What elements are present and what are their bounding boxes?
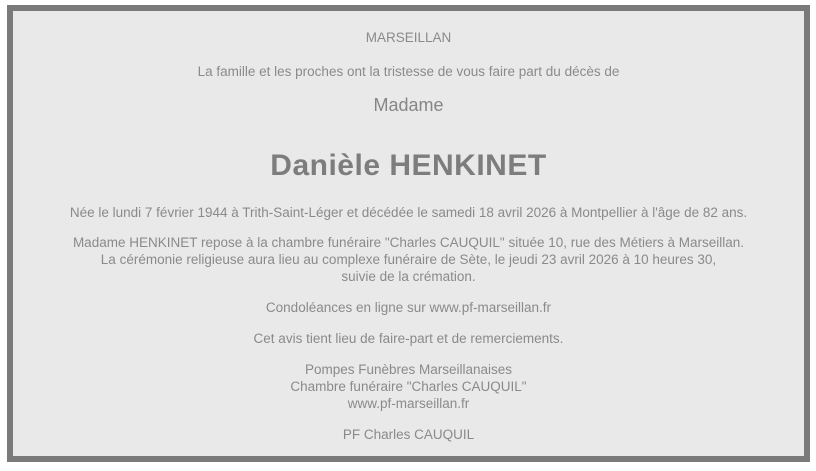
obituary-card [7, 5, 810, 462]
ceremony-details-line-3: suivie de la crémation. [341, 269, 476, 284]
funeral-home-name: Pompes Funèbres Marseillanaises [304, 362, 513, 377]
civility-title: Madame [373, 95, 444, 115]
funeral-chamber-name: Chambre funéraire "Charles CAUQUIL" [290, 379, 527, 394]
funeral-home-signature: PF Charles CAUQUIL [342, 427, 475, 442]
intro-text: La famille et les proches ont la tristesse de vous faire part du décès de [197, 64, 620, 79]
ceremony-details [13, 234, 804, 285]
funeral-home-website: www.pf-marseillan.fr [347, 396, 470, 411]
city-name: MARSEILLAN [365, 30, 452, 45]
ceremony-details-line-1: Madame HENKINET repose à la chambre funéraire "Charles CAUQUIL" située 10, rue des Métiers à Marseillan. [72, 235, 745, 250]
online-condolences-text: Condoléances en ligne sur www.pf-marseillan.fr [265, 300, 552, 315]
life-dates-text: Née le lundi 7 février 1944 à Trith-Saint-Léger et décédée le samedi 18 avril 2026 à Montpellier à l'âge de 82 ans. [69, 205, 748, 220]
ceremony-details-line-2: La cérémonie religieuse aura lieu au complexe funéraire de Sète, le jeudi 23 avril 2026 à 10 heures 30, [100, 252, 717, 267]
faire-part-notice: Cet avis tient lieu de faire-part et de remerciements. [253, 331, 564, 346]
deceased-name: Danièle HENKINET [270, 149, 547, 182]
funeral-home-block [13, 361, 804, 412]
